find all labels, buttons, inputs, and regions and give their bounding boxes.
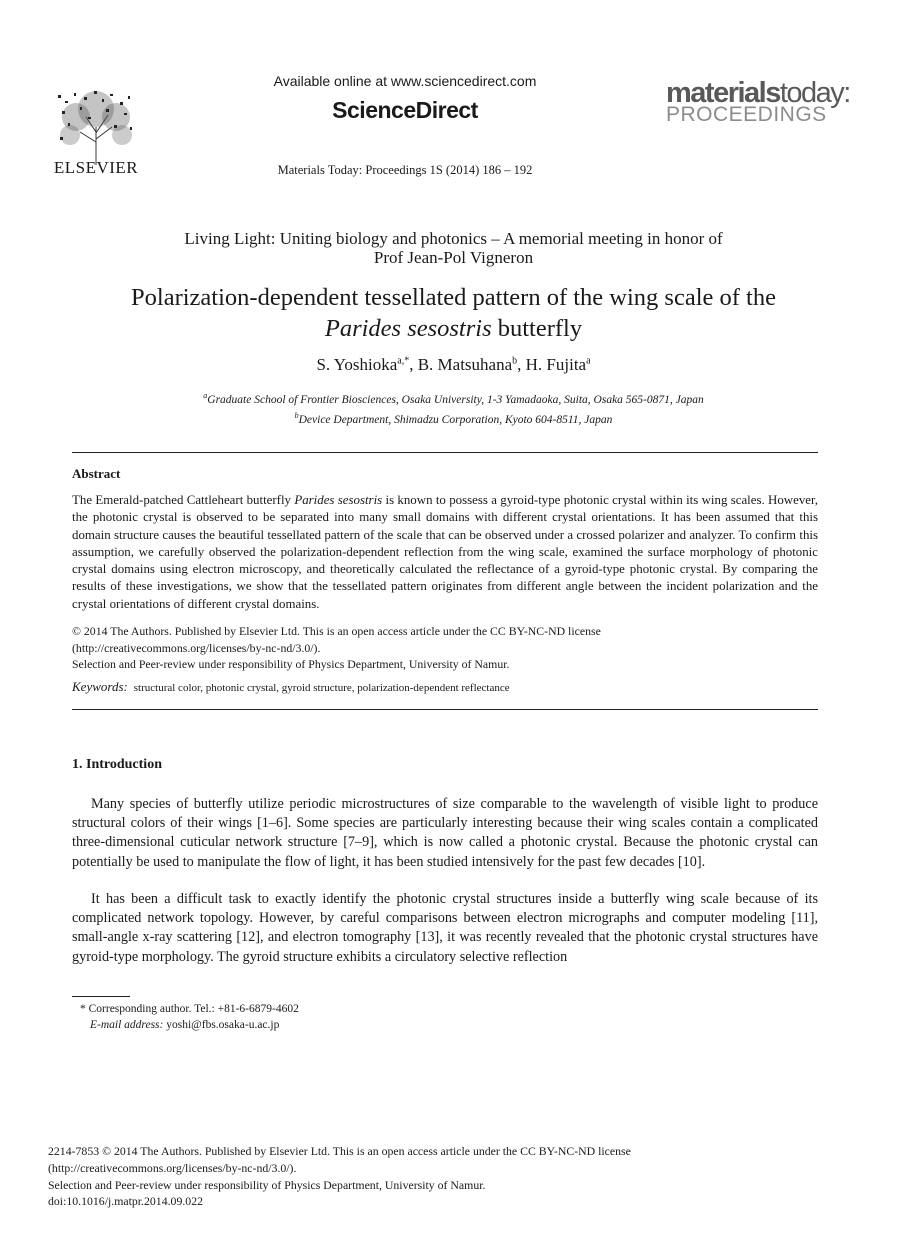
divider xyxy=(72,452,818,453)
author-name: B. Matsuhana xyxy=(417,355,513,374)
keywords: Keywords: structural color, photonic crystal, gyroid structure, polarization-dependent reflectance xyxy=(72,679,510,694)
paragraph: Many species of butterfly utilize periodic microstructures of size comparable to the wavelength of visible light to produce structural colors of their wings [1–6]. Some species are particularly interesting because their wing scales contain a complicated three-dimensional cuticular network structure [7–9], which is now called a photonic crystal. Because the photonic crystal can potentially be used to manipulate the flow of light, it has been studied intensively for the past few decades [10]. xyxy=(72,796,818,870)
copyright-notice: © 2014 The Authors. Published by Elsevier Ltd. This is an open access article under the CC BY-NC-ND license (http://creativecommons.org/licenses/by-nc-nd/3.0/). Selection and Peer-review under responsibility of Physics Department, University of Namur. xyxy=(72,623,818,673)
footnote: * Corresponding author. Tel.: +81-6-6879-4602 E-mail address: yoshi@fbs.osaka-u.ac.jp xyxy=(80,1003,299,1031)
abstract-heading: Abstract xyxy=(72,466,121,481)
sciencedirect-logo[interactable]: ScienceDirect xyxy=(332,97,478,123)
available-online-link[interactable]: Available online at www.sciencedirect.com xyxy=(273,73,537,89)
author-name: H. Fujita xyxy=(525,355,587,374)
divider xyxy=(72,709,818,710)
paper-title: Polarization-dependent tessellated pattern of the wing scale of the Parides sesostris butterfly xyxy=(131,284,776,342)
elsevier-wordmark: ELSEVIER xyxy=(53,158,139,177)
footnote-divider xyxy=(72,996,130,997)
paragraph: It has been a difficult task to exactly identify the photonic crystal structures inside a butterfly wing scale because of its complicated network topology. However, by careful comparisons between electron micrographs and computer modeling [11], small-angle x-ray scattering [12], and electron tomography [13], it was recently revealed that the photonic crystal structures have gyroid-type morphology. The gyroid structure exhibits a circulatory selective reflection xyxy=(72,891,818,965)
section-heading: 1. Introduction xyxy=(72,757,162,772)
journal-reference: Materials Today: Proceedings 1S (2014) 186 – 192 xyxy=(277,163,533,177)
page-footer: 2214-7853 © 2014 The Authors. Published by Elsevier Ltd. This is an open access article under the CC BY-NC-ND license (http://creativecommons.org/licenses/by-nc-nd/3.0/). Selection and Peer-review under responsibility of Physics Department, University of Namur. doi:10.1016/j.matpr.2014.09.022 xyxy=(48,1143,848,1210)
license-link[interactable]: (http://creativecommons.org/licenses/by-nc-nd/3.0/). xyxy=(72,640,321,655)
license-link[interactable]: (http://creativecommons.org/licenses/by-nc-nd/3.0/). xyxy=(48,1160,297,1175)
doi-link[interactable]: doi:10.1016/j.matpr.2014.09.022 xyxy=(48,1194,203,1209)
abstract-body: The Emerald-patched Cattleheart butterfly Parides sesostris is known to possess a gyroid-type photonic crystal within its wing scales. However, the photonic crystal is observed to be separated into many small domains with different crystal orientations. It has been assumed that this domain structure causes the beautiful tessellated pattern of the scale that can be observed under a crossed polarizer and analyzer. To confirm this assumption, we carefully observed the polarization-dependent reflection from the wing scale, examined the surface morphology of photonic crystal domains using electron microscopy, and theoretically calculated the reflectance of a gyroid-type photonic crystal. By comparing the results of these investigations, we show that the tessellated pattern originates from different angle between the incident polarization and the crystal orientations of different crystal domains. xyxy=(72,493,818,611)
conference-name: Living Light: Uniting biology and photonics – A memorial meeting in honor of Prof Jean-Pol Vigneron xyxy=(184,229,723,267)
proceedings-wordmark: PROCEEDINGS xyxy=(666,103,827,126)
materials-today-logo: materialstoday: xyxy=(666,77,850,109)
email-link[interactable]: yoshi@fbs.osaka-u.ac.jp xyxy=(163,1018,280,1031)
affiliations: $^a$Graduate School of Frontier Biosciences, Osaka University, 1-3 Yamadaoka, Suita, Osaka 565-0871, Japan $^b$Device Department, Shimadzu Corporation, Kyoto 604-8511, Japan xyxy=(203,391,704,427)
author-list: S. Yoshioka$^{a,*}$, B. Matsuhana$^b$, H. Fujita$^a$ xyxy=(316,355,591,374)
author-name: S. Yoshioka xyxy=(316,355,398,374)
